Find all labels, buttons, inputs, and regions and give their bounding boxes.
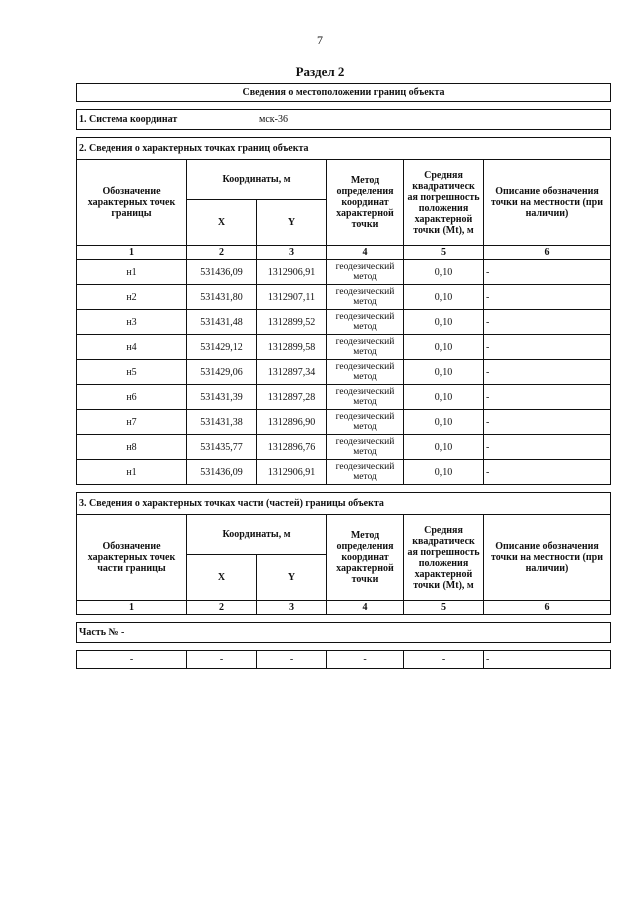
point-x: 531429,06 [187, 360, 257, 385]
point-name: н8 [77, 435, 187, 460]
header-y: Y [257, 200, 327, 246]
point-description: - [484, 460, 611, 485]
point-x: 531431,39 [187, 385, 257, 410]
point-description: - [484, 385, 611, 410]
part-cell: - [327, 651, 404, 669]
header-point-name: Обозначение характерных точек границы [77, 160, 187, 246]
boundary-rows [77, 260, 611, 485]
point-accuracy: 0,10 [404, 435, 484, 460]
point-accuracy: 0,10 [404, 360, 484, 385]
col-number: 6 [484, 246, 611, 260]
spacer [77, 485, 611, 493]
part-header-row [77, 515, 611, 555]
part-cell: - [484, 651, 611, 669]
coord-system-value: мск-36 [259, 114, 288, 125]
header-description: Описание обозначения точки на местности (при наличии) [484, 160, 611, 246]
point-accuracy: 0,10 [404, 385, 484, 410]
point-method: геодезический метод [327, 435, 404, 460]
point-name: н6 [77, 385, 187, 410]
boundary-document [76, 83, 610, 669]
part-label: Часть № - [77, 623, 611, 643]
col-number: 6 [484, 601, 611, 615]
header-accuracy: Средняя квадратическ ая погрешность положения характерной точки (Mt), м [404, 160, 484, 246]
point-method: геодезический метод [327, 360, 404, 385]
col-number: 2 [187, 246, 257, 260]
col-number: 5 [404, 601, 484, 615]
part-header-coords: Координаты, м [187, 515, 327, 555]
boundary-point-row [77, 335, 611, 360]
point-y: 1312896,76 [257, 435, 327, 460]
point-y: 1312897,28 [257, 385, 327, 410]
point-method: геодезический метод [327, 385, 404, 410]
boundary-point-row [77, 385, 611, 410]
boundary-point-row [77, 460, 611, 485]
boundary-header-row [77, 160, 611, 200]
point-accuracy: 0,10 [404, 310, 484, 335]
point-accuracy: 0,10 [404, 410, 484, 435]
spacer [77, 615, 611, 623]
spacer [77, 102, 611, 110]
point-x: 531431,80 [187, 285, 257, 310]
boundary-table [76, 83, 611, 669]
boundary-points-title: 2. Сведения о характерных точках границ объекта [77, 138, 611, 160]
point-name: н5 [77, 360, 187, 385]
point-x: 531431,38 [187, 410, 257, 435]
point-x: 531436,09 [187, 460, 257, 485]
col-number: 4 [327, 246, 404, 260]
point-method: геодезический метод [327, 335, 404, 360]
part-cell: - [187, 651, 257, 669]
boundary-points-title-row [77, 138, 611, 160]
point-y: 1312899,52 [257, 310, 327, 335]
point-y: 1312907,11 [257, 285, 327, 310]
header-x: X [187, 200, 257, 246]
part-cell: - [404, 651, 484, 669]
part-col-numbers-row [77, 601, 611, 615]
point-name: н7 [77, 410, 187, 435]
col-number: 3 [257, 601, 327, 615]
part-header-y: Y [257, 555, 327, 601]
boundary-point-row [77, 410, 611, 435]
part-cell: - [257, 651, 327, 669]
point-name: н1 [77, 260, 187, 285]
col-number: 4 [327, 601, 404, 615]
point-description: - [484, 335, 611, 360]
spacer [77, 130, 611, 138]
page-number: 7 [317, 33, 323, 47]
coord-system-label: 1. Система координат [79, 114, 178, 125]
col-number: 1 [77, 601, 187, 615]
point-method: геодезический метод [327, 460, 404, 485]
part-header-method: Метод определения координат характерной точки [327, 515, 404, 601]
part-cell: - [77, 651, 187, 669]
boundary-point-row [77, 260, 611, 285]
boundary-point-row [77, 435, 611, 460]
section-title: Раздел 2 [295, 64, 345, 79]
col-number: 1 [77, 246, 187, 260]
part-header-point-name: Обозначение характерных точек части границы [77, 515, 187, 601]
point-description: - [484, 360, 611, 385]
point-method: геодезический метод [327, 310, 404, 335]
point-x: 531436,09 [187, 260, 257, 285]
part-header-description: Описание обозначения точки на местности (при наличии) [484, 515, 611, 601]
point-y: 1312896,90 [257, 410, 327, 435]
point-accuracy: 0,10 [404, 285, 484, 310]
coord-system-row [77, 110, 611, 130]
spacer [77, 643, 611, 651]
header-method: Метод определения координат характерной точки [327, 160, 404, 246]
part-points-title: 3. Сведения о характерных точках части (частей) границы объекта [77, 493, 611, 515]
boundary-point-row [77, 360, 611, 385]
part-points-title-row [77, 493, 611, 515]
point-y: 1312906,91 [257, 460, 327, 485]
point-description: - [484, 260, 611, 285]
point-x: 531429,12 [187, 335, 257, 360]
point-name: н1 [77, 460, 187, 485]
point-name: н2 [77, 285, 187, 310]
point-description: - [484, 310, 611, 335]
point-x: 531431,48 [187, 310, 257, 335]
part-header-accuracy: Средняя квадратическ ая погрешность положения характерной точки (Mt), м [404, 515, 484, 601]
part-header-x: X [187, 555, 257, 601]
part-empty-row [77, 651, 611, 669]
table-title-row [77, 84, 611, 102]
point-y: 1312899,58 [257, 335, 327, 360]
point-name: н4 [77, 335, 187, 360]
point-description: - [484, 410, 611, 435]
point-y: 1312906,91 [257, 260, 327, 285]
point-description: - [484, 285, 611, 310]
col-number: 5 [404, 246, 484, 260]
table-title: Сведения о местоположении границ объекта [77, 84, 611, 102]
point-accuracy: 0,10 [404, 460, 484, 485]
point-accuracy: 0,10 [404, 335, 484, 360]
boundary-point-row [77, 310, 611, 335]
header-coords: Координаты, м [187, 160, 327, 200]
point-y: 1312897,34 [257, 360, 327, 385]
col-number: 3 [257, 246, 327, 260]
point-name: н3 [77, 310, 187, 335]
boundary-point-row [77, 285, 611, 310]
point-method: геодезический метод [327, 410, 404, 435]
part-label-row [77, 623, 611, 643]
col-number: 2 [187, 601, 257, 615]
point-method: геодезический метод [327, 260, 404, 285]
boundary-col-numbers-row [77, 246, 611, 260]
point-accuracy: 0,10 [404, 260, 484, 285]
point-x: 531435,77 [187, 435, 257, 460]
point-method: геодезический метод [327, 285, 404, 310]
point-description: - [484, 435, 611, 460]
